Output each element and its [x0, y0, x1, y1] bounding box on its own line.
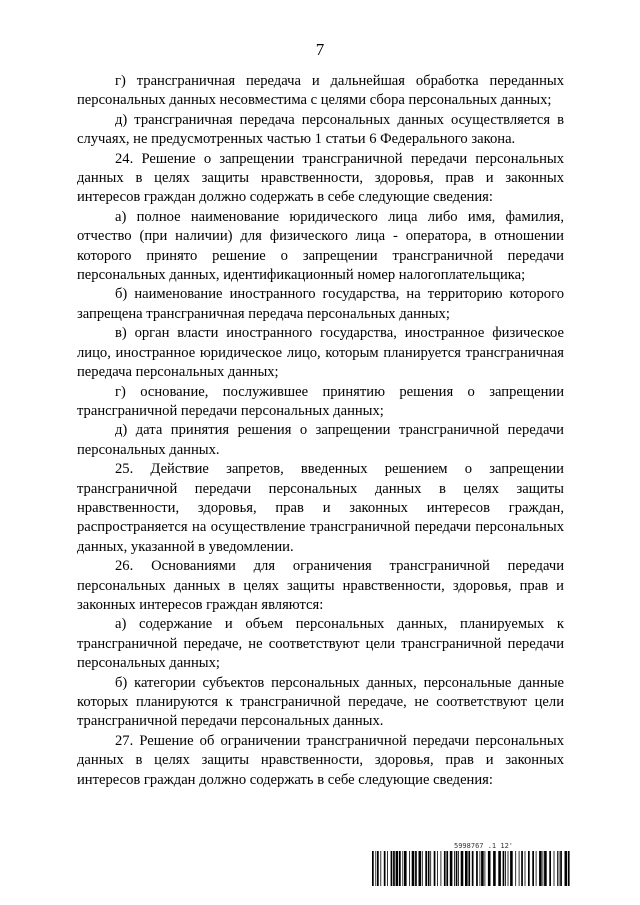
paragraph: д) дата принятия решения о запрещении трансграничной передачи персональных данных. [77, 422, 564, 458]
paragraph: а) полное наименование юридического лица либо имя, фамилия, отчество (при наличии) для физического лица - оператора, в отношении которого принято решение о запрещении трансграничной передачи персональных данных, идентификационный номер налогоплательщика; [77, 208, 564, 284]
paragraph: 24. Решение о запрещении трансграничной передачи персональных данных в целях защиты нравственности, здоровья, прав и законных интересов граждан должно содержать в себе следующие сведения: [77, 150, 564, 206]
paragraph: в) орган власти иностранного государства, иностранное физическое лицо, иностранное юридическое лицо, которым планируется трансграничная передача персональных данных; [77, 325, 564, 381]
paragraph: а) содержание и объем персональных данных, планируемых к трансграничной передаче, не соответствуют цели трансграничной передачи персональных данных; [77, 616, 564, 672]
barcode-icon [372, 851, 570, 886]
page-number: 7 [315, 40, 325, 59]
paragraph: б) наименование иностранного государства, на территорию которого запрещена трансграничная передача персональных данных; [77, 286, 564, 322]
paragraph: г) трансграничная передача и дальнейшая обработка переданных персональных данных несовместима с целями сбора персональных данных; [77, 73, 564, 109]
barcode-number: 5998767 .1 12' [454, 842, 514, 850]
paragraph: 26. Основаниями для ограничения трансграничной передачи персональных данных в целях защиты нравственности, здоровья, прав и законных интересов граждан являются: [77, 558, 564, 613]
paragraph: д) трансграничная передача персональных данных осуществляется в случаях, не предусмотренных частью 1 статьи 6 Федерального закона. [77, 111, 564, 148]
paragraph: б) категории субъектов персональных данных, персональные данные которых планируются к трансграничной передаче, не соответствуют цели трансграничной передачи персональных данных. [77, 674, 564, 730]
paragraph: 25. Действие запретов, введенных решением о запрещении трансграничной передачи персональных данных в целях защиты нравственности, здоровья, прав и законных интересов граждан, распространяется на осуществление трансграничной передачи персональных данных, указанной в уведомлении. [77, 461, 564, 555]
document-body [77, 72, 564, 790]
paragraph: 27. Решение об ограничении трансграничной передачи персональных данных в целях защиты нравственности, здоровья, прав и законных интересов граждан должно содержать в себе следующие сведения: [77, 732, 564, 788]
paragraph: г) основание, послужившее принятию решения о запрещении трансграничной передачи персональных данных; [77, 383, 564, 419]
